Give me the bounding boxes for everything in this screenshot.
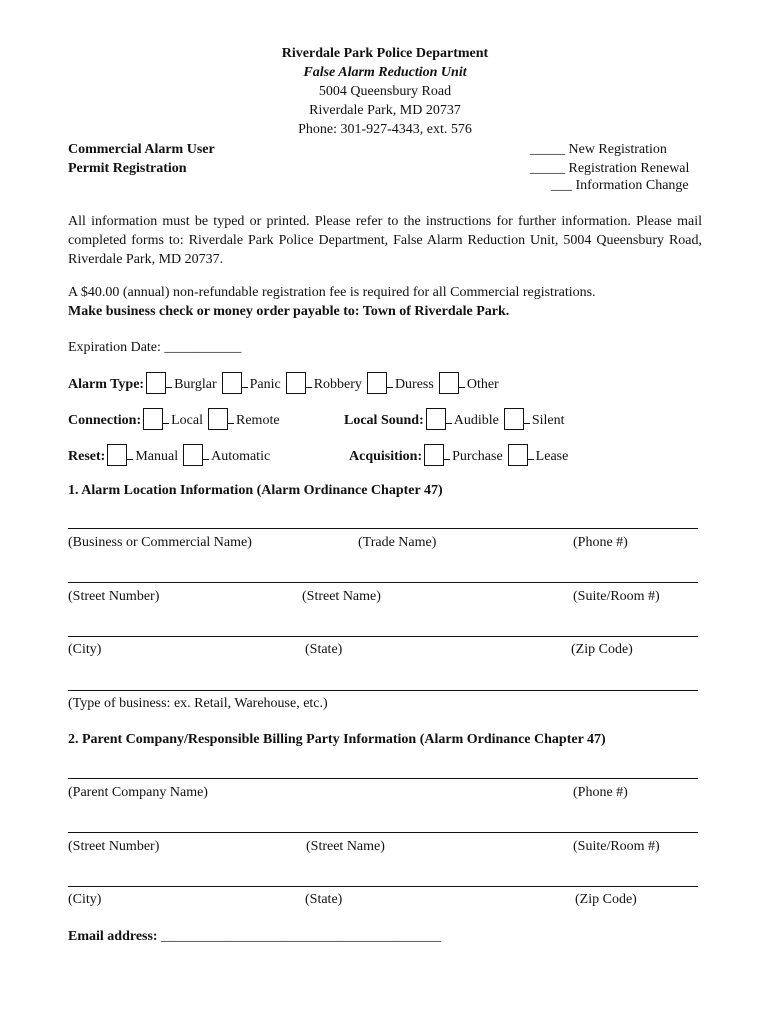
section-1-title: 1. Alarm Location Information (Alarm Ordinance Chapter 47) bbox=[68, 483, 443, 498]
caption-city: (City) bbox=[68, 642, 102, 657]
connection-remote-checkbox[interactable] bbox=[208, 408, 228, 430]
connection-remote-label: Remote bbox=[236, 413, 280, 428]
department-name: Riverdale Park Police Department bbox=[281, 46, 489, 61]
email-field[interactable] bbox=[68, 928, 441, 946]
caption-state: (State) bbox=[305, 642, 343, 657]
caption-business-type: (Type of business: ex. Retail, Warehouse, etc.) bbox=[68, 696, 328, 711]
local-sound-row bbox=[344, 408, 568, 430]
business-name-line[interactable] bbox=[68, 528, 698, 529]
form-title-line-1: Commercial Alarm User bbox=[68, 142, 215, 157]
alarm-type-label: Alarm Type: bbox=[68, 377, 145, 392]
instructions-paragraph: All information must be typed or printed. Please refer to the instructions for further information. Please mail completed forms to: Riverdale Park Police Department, False Alarm Reduction Unit, 5004 Queensbury Road, Riverdale Park, MD 20737. bbox=[68, 214, 702, 267]
local-sound-silent-checkbox[interactable] bbox=[504, 408, 524, 430]
payable-notice: Make business check or money order payable to: Town of Riverdale Park. bbox=[68, 304, 510, 319]
registration-info-change-blank[interactable]: ___ bbox=[551, 178, 572, 193]
reset-automatic-checkbox[interactable] bbox=[183, 444, 203, 466]
city-line-1[interactable] bbox=[68, 636, 698, 637]
caption-zip-code: (Zip Code) bbox=[571, 642, 633, 657]
alarm-type-robbery-label: Robbery bbox=[313, 377, 362, 392]
reset-manual-label: Manual bbox=[135, 449, 179, 464]
caption-business-name: (Business or Commercial Name) bbox=[68, 535, 252, 550]
acquisition-purchase-label: Purchase bbox=[452, 449, 503, 464]
caption-parent-street-name: (Street Name) bbox=[306, 839, 385, 854]
reset-row bbox=[68, 444, 273, 466]
unit-name: False Alarm Reduction Unit bbox=[303, 65, 467, 80]
caption-parent-phone: (Phone #) bbox=[573, 785, 628, 800]
caption-parent-zip-code: (Zip Code) bbox=[575, 892, 637, 907]
registration-info-change-label: Information Change bbox=[575, 178, 689, 193]
connection-row bbox=[68, 408, 283, 430]
alarm-type-panic-checkbox[interactable] bbox=[222, 372, 242, 394]
email-blank[interactable]: ________________________________________ bbox=[161, 929, 442, 944]
acquisition-row bbox=[349, 444, 571, 466]
caption-trade-name: (Trade Name) bbox=[358, 535, 437, 550]
caption-parent-city: (City) bbox=[68, 892, 102, 907]
registration-renewal-label: Registration Renewal bbox=[568, 161, 690, 176]
registration-info-change[interactable] bbox=[551, 177, 689, 195]
local-sound-audible-label: Audible bbox=[453, 413, 499, 428]
alarm-type-other-label: Other bbox=[466, 377, 499, 392]
expiration-date-blank[interactable]: ___________ bbox=[164, 340, 242, 355]
caption-street-number: (Street Number) bbox=[68, 589, 160, 604]
address-line-2: Riverdale Park, MD 20737 bbox=[309, 103, 461, 118]
form-title-line-2: Permit Registration bbox=[68, 161, 187, 176]
fee-notice: A $40.00 (annual) non-refundable registration fee is required for all Commercial registrations. bbox=[68, 285, 596, 300]
reset-manual-checkbox[interactable] bbox=[107, 444, 127, 466]
registration-renewal-blank[interactable]: _____ bbox=[530, 161, 565, 176]
street-line-1[interactable] bbox=[68, 582, 698, 583]
alarm-type-robbery-checkbox[interactable] bbox=[286, 372, 306, 394]
registration-new-label: New Registration bbox=[568, 142, 667, 157]
caption-suite-room: (Suite/Room #) bbox=[573, 589, 660, 604]
reset-label: Reset: bbox=[68, 449, 106, 464]
registration-renewal[interactable] bbox=[530, 160, 689, 178]
alarm-type-burglar-checkbox[interactable] bbox=[146, 372, 166, 394]
city-line-2[interactable] bbox=[68, 886, 698, 887]
alarm-type-burglar-label: Burglar bbox=[174, 377, 217, 392]
connection-local-label: Local bbox=[171, 413, 203, 428]
connection-local-checkbox[interactable] bbox=[143, 408, 163, 430]
connection-label: Connection: bbox=[68, 413, 142, 428]
caption-phone: (Phone #) bbox=[573, 535, 628, 550]
caption-parent-street-number: (Street Number) bbox=[68, 839, 160, 854]
caption-parent-company: (Parent Company Name) bbox=[68, 785, 208, 800]
address-line-1: 5004 Queensbury Road bbox=[318, 84, 452, 99]
acquisition-label: Acquisition: bbox=[349, 449, 423, 464]
phone-line: Phone: 301-927-4343, ext. 576 bbox=[298, 122, 472, 137]
alarm-type-other-checkbox[interactable] bbox=[439, 372, 459, 394]
caption-parent-state: (State) bbox=[305, 892, 343, 907]
local-sound-label: Local Sound: bbox=[344, 413, 424, 428]
local-sound-audible-checkbox[interactable] bbox=[426, 408, 446, 430]
caption-street-name: (Street Name) bbox=[302, 589, 381, 604]
parent-company-line[interactable] bbox=[68, 778, 698, 779]
alarm-type-duress-checkbox[interactable] bbox=[367, 372, 387, 394]
section-2-title: 2. Parent Company/Responsible Billing Party Information (Alarm Ordinance Chapter 47) bbox=[68, 732, 606, 747]
alarm-type-duress-label: Duress bbox=[394, 377, 434, 392]
registration-new-blank[interactable]: _____ bbox=[530, 142, 565, 157]
local-sound-silent-label: Silent bbox=[531, 413, 565, 428]
registration-new[interactable] bbox=[530, 141, 667, 159]
acquisition-lease-checkbox[interactable] bbox=[508, 444, 528, 466]
expiration-date-field[interactable] bbox=[68, 339, 241, 357]
reset-automatic-label: Automatic bbox=[211, 449, 271, 464]
email-label: Email address: bbox=[68, 929, 158, 944]
alarm-type-panic-label: Panic bbox=[249, 377, 281, 392]
business-type-line[interactable] bbox=[68, 690, 698, 691]
acquisition-purchase-checkbox[interactable] bbox=[424, 444, 444, 466]
expiration-date-label: Expiration Date: bbox=[68, 340, 161, 355]
street-line-2[interactable] bbox=[68, 832, 698, 833]
caption-parent-suite-room: (Suite/Room #) bbox=[573, 839, 660, 854]
acquisition-lease-label: Lease bbox=[535, 449, 569, 464]
alarm-type-row bbox=[68, 372, 502, 394]
